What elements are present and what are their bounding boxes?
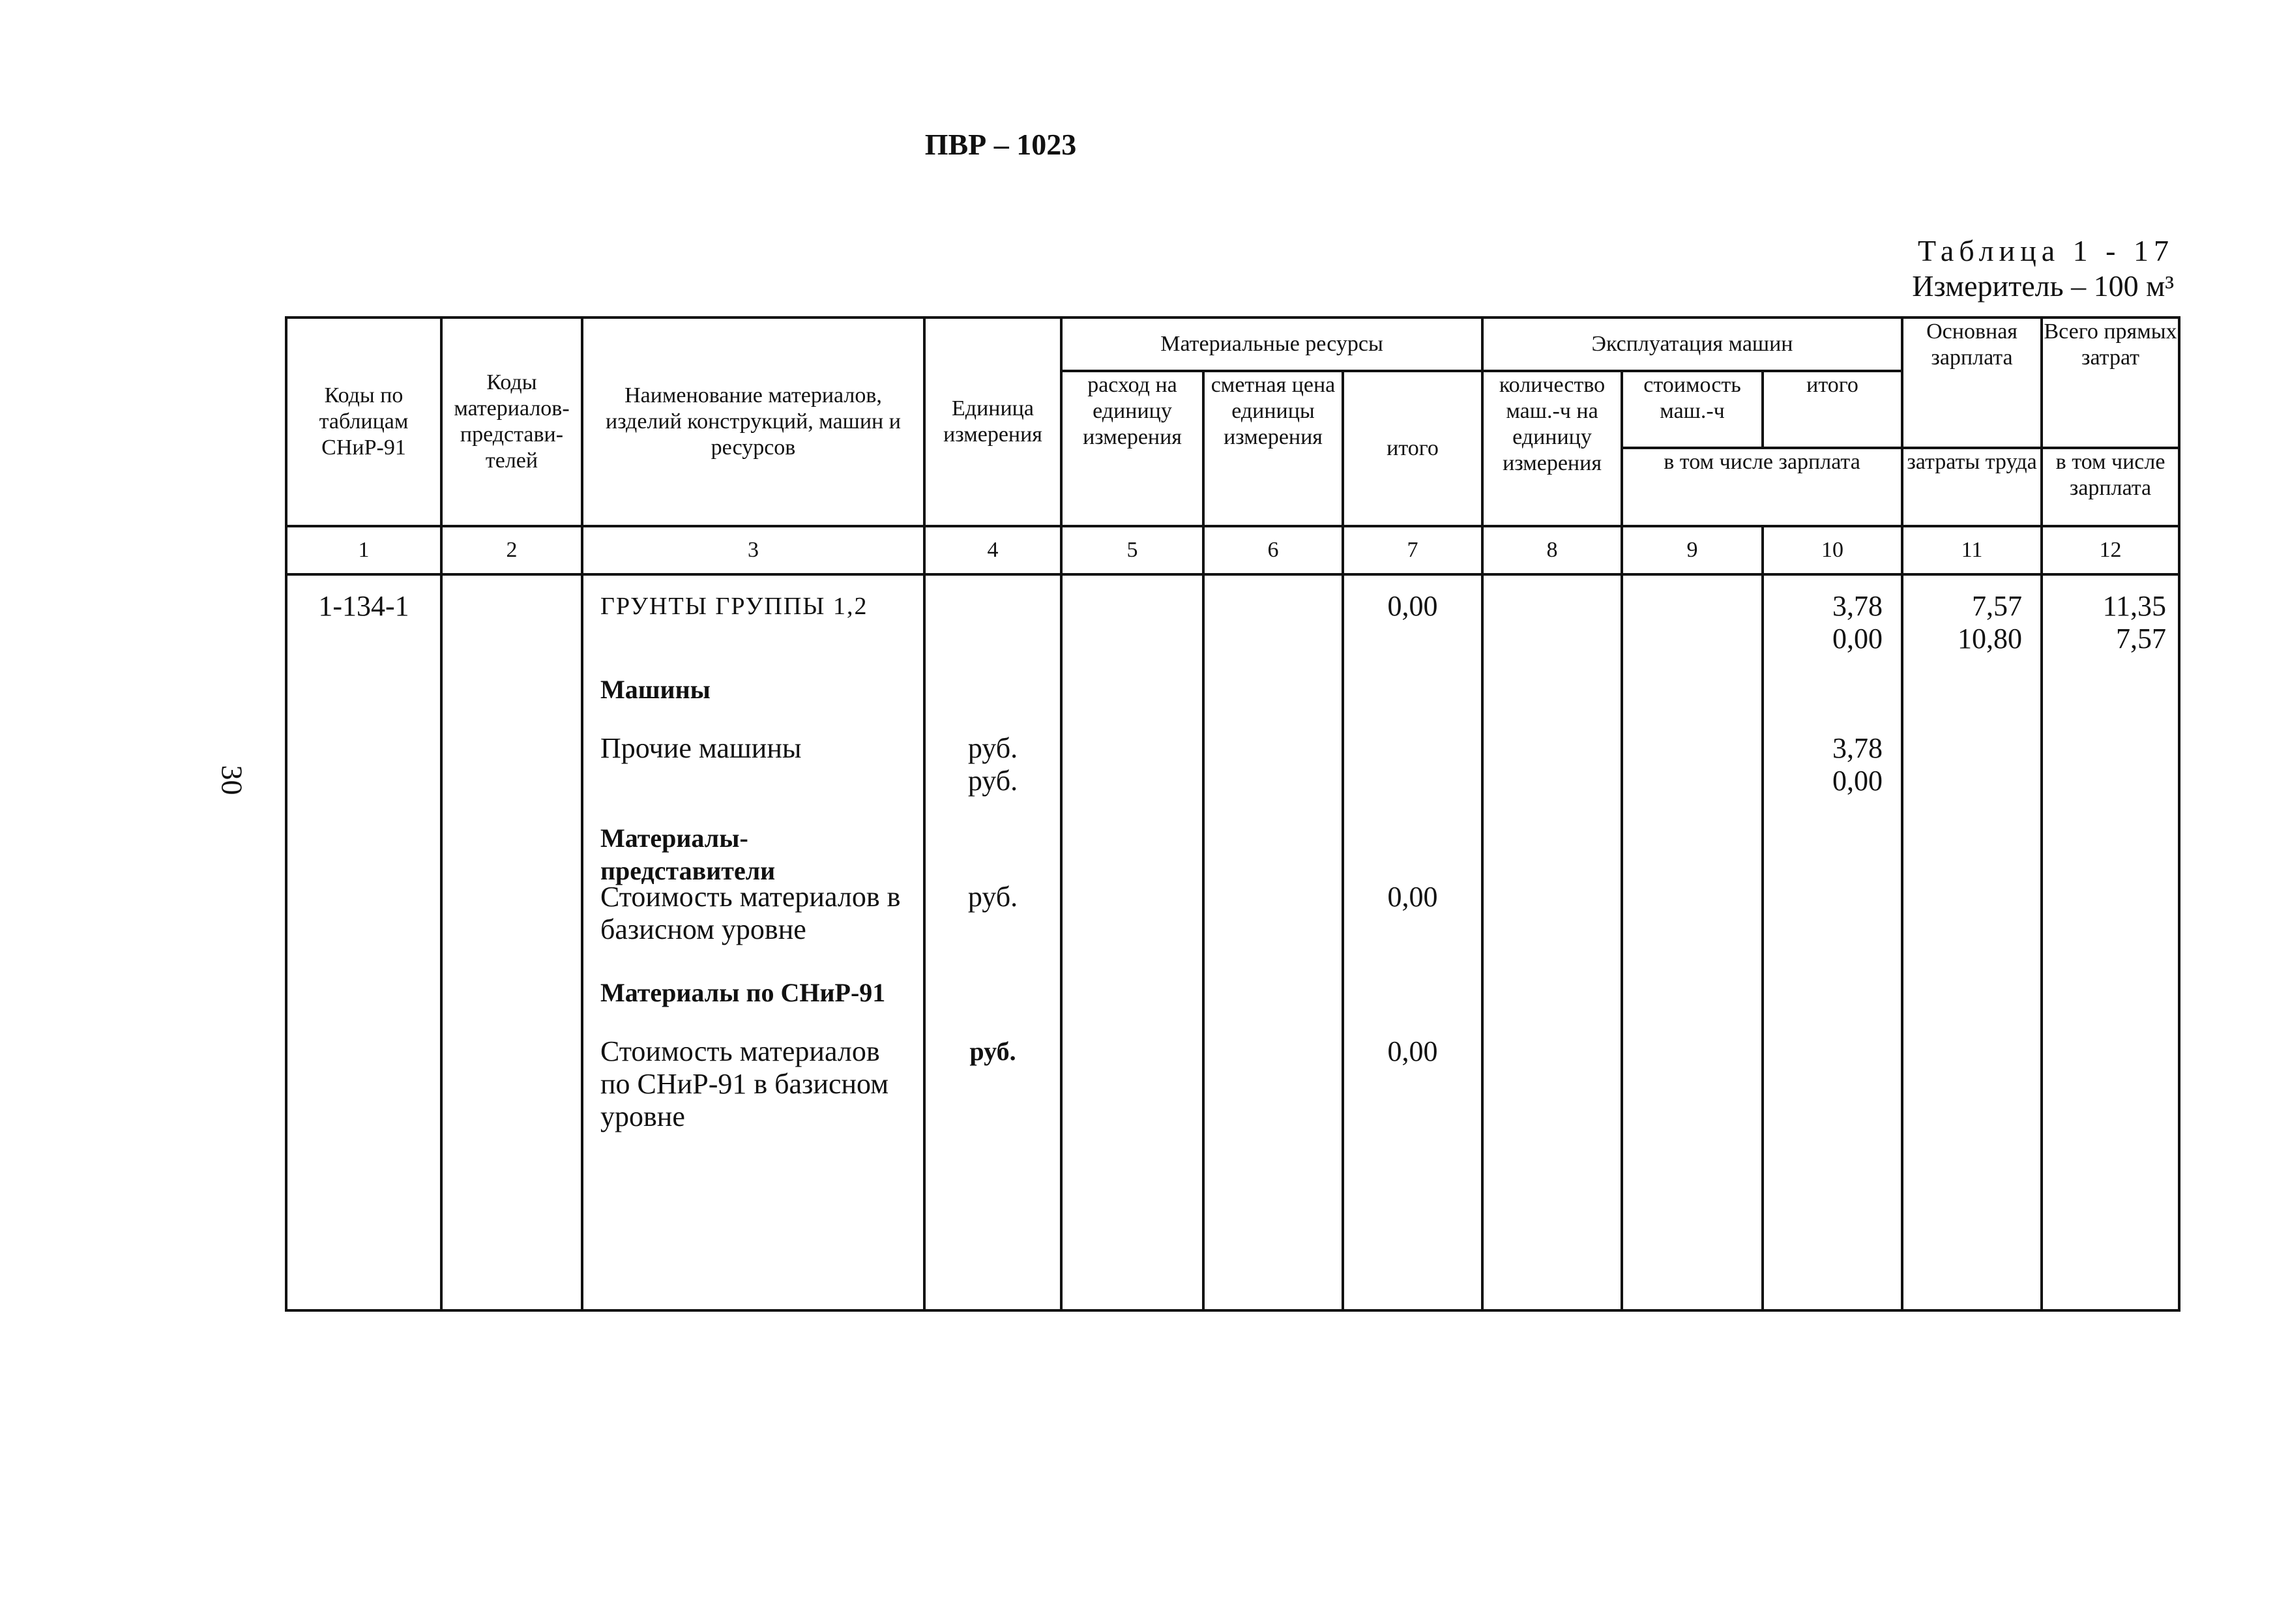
cell-total-direct [2042,574,2179,1310]
table-caption: Таблица 1 - 17 [1917,234,2174,267]
measure-unit: Измеритель – 100 м³ [1912,269,2174,303]
column-number-row [286,526,2179,574]
header-col-2: Коды материалов-представи-телей [441,317,582,526]
labor-11: 10,80 [1958,623,2023,655]
column-number: 10 [1763,526,1902,574]
row-title: ГРУНТЫ ГРУППЫ 1,2 [600,593,868,620]
cell-machine-total [1763,574,1902,1310]
column-number: 8 [1482,526,1622,574]
header-col-12: Всего прямых затрат [2042,317,2179,448]
cell-rep-code [441,574,582,1310]
column-number: 3 [582,526,924,574]
cell-name [582,574,924,1310]
column-number: 7 [1343,526,1482,574]
column-number: 6 [1203,526,1343,574]
section-representative-materials: Материалы-представители [600,823,776,885]
title-total-10-sub: 0,00 [1832,623,1883,655]
cell-unit [924,574,1061,1310]
machines-item: Прочие машины [600,732,802,764]
column-number: 9 [1622,526,1763,574]
header-col-7: итого [1343,371,1482,526]
machines-total-10-sub: 0,00 [1832,765,1883,797]
header-col-12-sub: в том числе зарплата [2042,448,2179,526]
cell-material-total [1343,574,1482,1310]
snip-item: Стоимость материалов по СНиР-91 в базисном уровне [600,1035,889,1132]
machines-unit-2: руб. [967,765,1018,797]
cell-machine-hours [1482,574,1622,1310]
header-col-4: Единица измерения [924,317,1061,526]
reps-item: Стоимость материалов в базисном уровне [600,881,901,945]
column-number: 12 [2042,526,2179,574]
total-12: 11,35 [2102,590,2167,622]
title-total-10: 3,78 [1832,590,1883,622]
header-col-1: Коды по таблицам СНиР-91 [286,317,441,526]
header-machine-operation: Эксплуатация машин [1482,317,1902,371]
header-col-10: итого [1763,371,1902,448]
snip-unit: руб. [969,1037,1016,1066]
header-col-3: Наименование материалов, изделий конструкций, машин и ресурсов [582,317,924,526]
reps-total-7: 0,00 [1387,881,1438,913]
reps-unit: руб. [967,881,1018,913]
section-snip-materials: Материалы по СНиР-91 [600,978,886,1007]
header-col-8: количество маш.-ч на единицу измерения [1482,371,1622,526]
cell-main-salary [1902,574,2042,1310]
machines-unit-1: руб. [967,732,1018,764]
header-col-11-sub: затраты труда [1902,448,2042,526]
header-col-6: сметная цена единицы измерения [1203,371,1343,526]
column-number: 1 [286,526,441,574]
column-number: 5 [1061,526,1203,574]
header-material-resources: Материальные ресурсы [1061,317,1482,371]
page-number: 30 [215,765,249,795]
cell-unit-price [1203,574,1343,1310]
column-number: 2 [441,526,582,574]
title-total-7: 0,00 [1387,590,1438,622]
machines-total-10: 3,78 [1832,732,1883,764]
row-code: 1-134-1 [318,590,409,622]
page-title: ПВР – 1023 [924,128,1077,161]
cell-consumption [1061,574,1203,1310]
salary-11: 7,57 [1972,590,2023,622]
header-col-5: расход на единицу измерения [1061,371,1203,526]
estimate-table [285,316,2180,1312]
section-machines: Машины [600,675,711,704]
header-col-9: стоимость маш.-ч [1622,371,1763,448]
header-col-11: Основная зарплата [1902,317,2042,448]
column-number: 11 [1902,526,2042,574]
cell-machine-hour-cost [1622,574,1763,1310]
table-row [286,574,2179,1310]
snip-total-7: 0,00 [1387,1035,1438,1067]
total-12-sub: 7,57 [2116,623,2167,655]
cell-code [286,574,441,1310]
header-col-9-10-sub: в том числе зарплата [1622,448,1902,526]
column-number: 4 [924,526,1061,574]
